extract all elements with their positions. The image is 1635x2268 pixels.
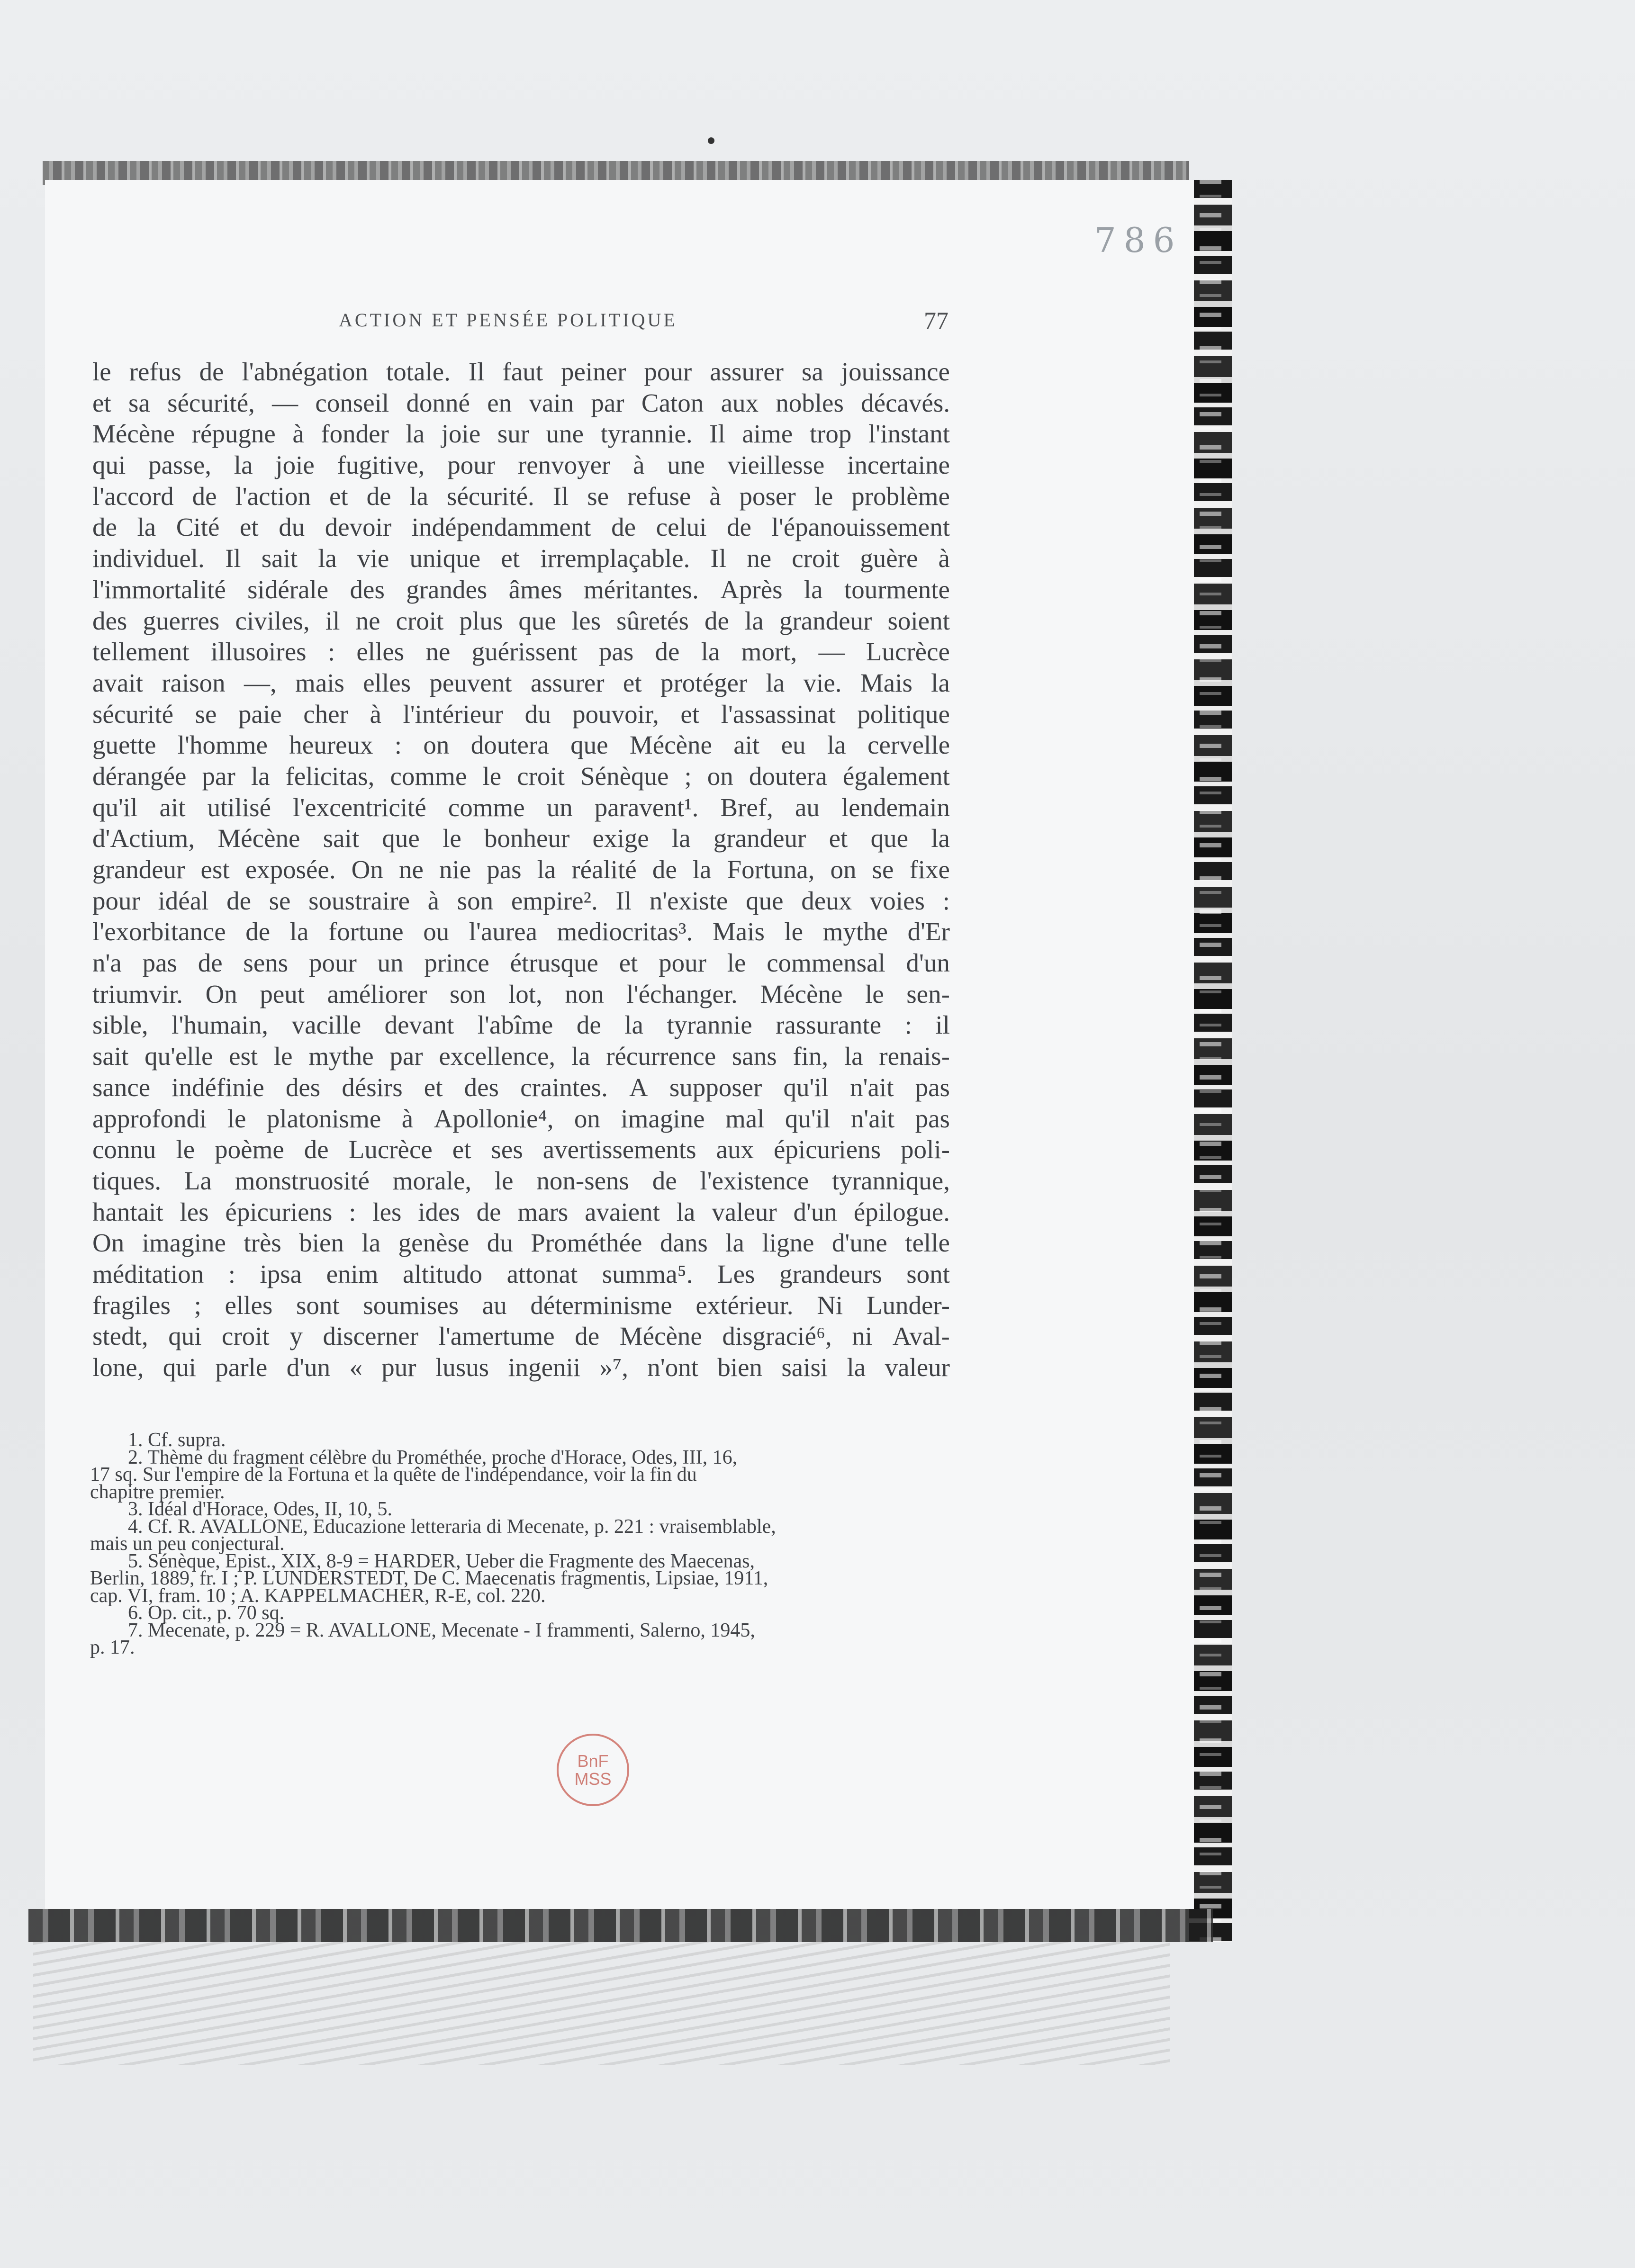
body-text <box>92 356 950 1383</box>
scan-haze <box>33 1942 1170 2065</box>
body-line: qui passe, la joie fugitive, pour renvoyer à une vieillesse incertaine <box>92 450 950 480</box>
body-line: triumvir. On peut améliorer son lot, non l'échanger. Mécène le sen- <box>92 979 950 1008</box>
running-head: ACTION ET PENSÉE POLITIQUE <box>339 309 677 331</box>
footnote-line: mais un peu conjectural. <box>90 1533 285 1555</box>
footnote-line: 3. Idéal d'Horace, Odes, II, 10, 5. <box>128 1498 393 1520</box>
scan-border-right <box>1189 180 1232 1942</box>
scan-speck <box>708 137 714 144</box>
library-stamp <box>557 1734 629 1806</box>
body-line: sible, l'humain, vacille devant l'abîme de la tyrannie rassurante : il <box>92 1010 950 1040</box>
body-line: grandeur est exposée. On ne nie pas la réalité de la Fortuna, on se fixe <box>92 855 950 884</box>
body-line: connu le poème de Lucrèce et ses avertissements aux épicuriens poli- <box>92 1135 950 1164</box>
body-line: méditation : ipsa enim altitudo attonat summa⁵. Les grandeurs sont <box>92 1259 950 1288</box>
body-line: lone, qui parle d'un « pur lusus ingenii »⁷, n'ont bien saisi la valeur <box>92 1353 950 1382</box>
body-line: tiques. La monstruosité morale, le non-sens de l'existence tyrannique, <box>92 1166 950 1195</box>
footnote-line: chapitre premier. <box>90 1481 225 1503</box>
body-line: Mécène répugne à fonder la joie sur une tyrannie. Il aime trop l'instant <box>92 419 950 449</box>
body-line: tellement illusoires : elles ne guérissent pas de la mort, — Lucrèce <box>92 637 950 666</box>
footnote-line: 7. Mecenate, p. 229 = R. AVALLONE, Mecenate - I frammenti, Salerno, 1945, <box>128 1619 755 1641</box>
body-line: l'accord de l'action et de la sécurité. Il se refuse à poser le problème <box>92 481 950 511</box>
body-line: de la Cité et du devoir indépendamment de celui de l'épanouissement <box>92 513 950 542</box>
footnote-line: Berlin, 1889, fr. I ; P. LUNDERSTEDT, De C. Maecenatis fragmentis, Lipsiae, 1911, <box>90 1567 768 1589</box>
body-line: hantait les épicuriens : les ides de mars avaient la valeur d'un épilogue. <box>92 1197 950 1226</box>
body-line: n'a pas de sens pour un prince étrusque et pour le commensal d'un <box>92 948 950 978</box>
body-line: individuel. Il sait la vie unique et irremplaçable. Il ne croit guère à <box>92 544 950 573</box>
stamp-line-1: BnF <box>577 1751 609 1771</box>
body-line: sance indéfinie des désirs et des craintes. A supposer qu'il n'ait pas <box>92 1072 950 1102</box>
body-line: et sa sécurité, — conseil donné en vain par Caton aux nobles décavés. <box>92 388 950 417</box>
scan-border-bottom <box>28 1909 1213 1942</box>
folio-number: 786 <box>1094 220 1183 260</box>
body-line: fragiles ; elles sont soumises au déterminisme extérieur. Ni Lunder- <box>92 1290 950 1320</box>
body-line: pour idéal de se soustraire à son empire². Il n'existe que deux voies : <box>92 886 950 915</box>
body-line: l'immortalité sidérale des grandes âmes méritantes. Après la tourmente <box>92 575 950 604</box>
footnote-line: 17 sq. Sur l'empire de la Fortuna et la quête de l'indépendance, voir la fin du <box>90 1464 697 1485</box>
body-line: stedt, qui croit y discerner l'amertume de Mécène disgracié⁶, ni Aval- <box>92 1322 950 1351</box>
body-line: dérangée par la felicitas, comme le croit Sénèque ; on doutera également <box>92 761 950 791</box>
body-line: le refus de l'abnégation totale. Il faut peiner pour assurer sa jouissance <box>92 357 950 386</box>
footnote-line: 6. Op. cit., p. 70 sq. <box>128 1602 285 1624</box>
footnote-line: cap. VI, fram. 10 ; A. KAPPELMACHER, R-E, col. 220. <box>90 1584 546 1607</box>
page-number: 77 <box>924 307 948 334</box>
body-line: On imagine très bien la genèse du Prométhée dans la ligne d'une telle <box>92 1228 950 1258</box>
body-line: guette l'homme heureux : on doutera que Mécène ait eu la cervelle <box>92 730 950 760</box>
body-line: d'Actium, Mécène sait que le bonheur exige la grandeur et que la <box>92 824 950 853</box>
footnote-line: 1. Cf. supra. <box>128 1429 226 1451</box>
footnotes <box>90 1431 950 1656</box>
footnote-line: p. 17. <box>90 1637 135 1658</box>
body-line: qu'il ait utilisé l'excentricité comme un paravent¹. Bref, au lendemain <box>92 792 950 822</box>
body-line: sécurité se paie cher à l'intérieur du pouvoir, et l'assassinat politique <box>92 699 950 729</box>
stamp-line-2: MSS <box>574 1769 612 1789</box>
footnote-line: 5. Sénèque, Epist., XIX, 8-9 = HARDER, Ueber die Fragmente des Maecenas, <box>128 1550 755 1572</box>
body-line: l'exorbitance de la fortune ou l'aurea mediocritas³. Mais le mythe d'Er <box>92 917 950 946</box>
body-line: avait raison —, mais elles peuvent assurer et protéger la vie. Mais la <box>92 668 950 697</box>
footnote-line: 2. Thème du fragment célèbre du Prométhée, proche d'Horace, Odes, III, 16, <box>128 1446 738 1468</box>
body-line: des guerres civiles, il ne croit plus que les sûretés de la grandeur soient <box>92 606 950 635</box>
footnote-line: 4. Cf. R. AVALLONE, Educazione letteraria di Mecenate, p. 221 : vraisemblable, <box>128 1515 776 1538</box>
body-line: approfondi le platonisme à Apollonie⁴, on imagine mal qu'il n'ait pas <box>92 1104 950 1133</box>
body-line: sait qu'elle est le mythe par excellence, la récurrence sans fin, la renais- <box>92 1042 950 1071</box>
